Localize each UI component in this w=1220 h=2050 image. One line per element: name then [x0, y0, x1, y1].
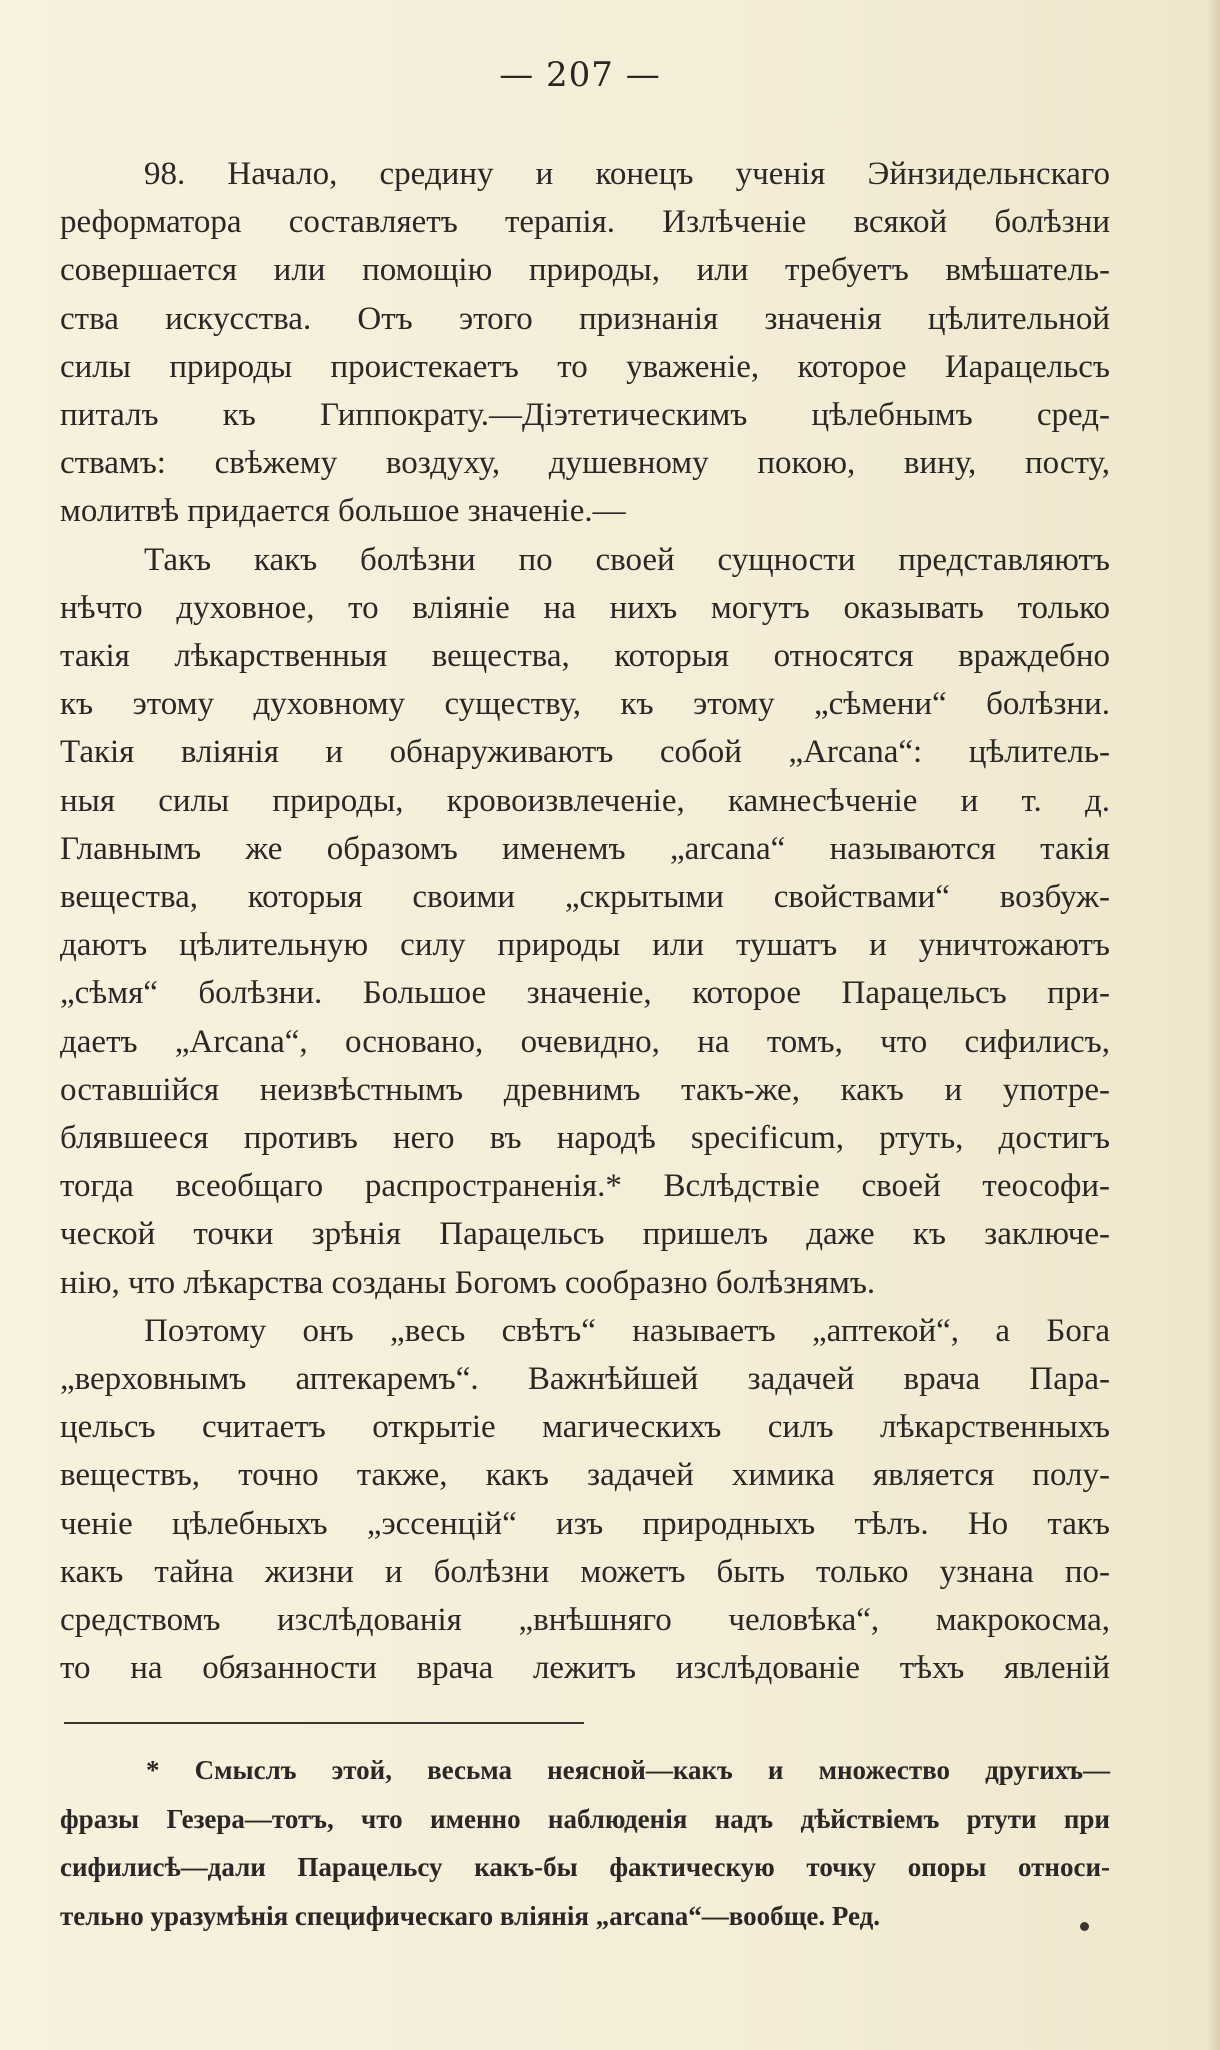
main-text	[60, 150, 1110, 1693]
page-edge-shadow	[1206, 0, 1220, 2050]
text-line: питалъ къ Гиппократу.—Діэтетическимъ цѣлебнымъ сред-	[60, 397, 1110, 434]
text-line: даетъ „Arcana“, основано, очевидно, на томъ, что сифилисъ,	[60, 1023, 1110, 1060]
text-line: Поэтому онъ „весь свѣтъ“ называетъ „аптекой“, а Бога	[144, 1312, 1110, 1349]
text-line: ствамъ: свѣжему воздуху, душевному покою, вину, посту,	[60, 445, 1110, 482]
page-number: — 207 —	[499, 55, 661, 95]
text-line: даютъ цѣлительную силу природы или тушатъ и уничтожаютъ	[60, 927, 1110, 964]
text-line: 98. Начало, средину и конецъ ученія Эйнзидельнскаго	[144, 156, 1110, 192]
footnote-line: сифилисѣ—дали Парацельсу какъ-бы фактическую точку опоры относи-	[60, 1852, 1110, 1882]
text-line: вещества, которыя своими „скрытыми свойствами“ возбуж-	[60, 879, 1110, 916]
text-line: „сѣмя“ болѣзни. Большое значеніе, которое Парацельсъ при-	[60, 975, 1110, 1012]
text-line: такія лѣкарственныя вещества, которыя относятся враждебно	[60, 638, 1110, 675]
text-line: Главнымъ же образомъ именемъ „arcana“ называются такія	[60, 830, 1110, 867]
text-line: тогда всеобщаго распространенія.* Вслѣдствіе своей теософи-	[60, 1168, 1110, 1205]
text-line: какъ тайна жизни и болѣзни можетъ быть только узнана по-	[60, 1553, 1110, 1590]
text-line: ческой точки зрѣнія Парацельсъ пришелъ даже къ заключе-	[60, 1216, 1110, 1253]
text-line: цельсъ считаетъ открытіе магическихъ силъ лѣкарственныхъ	[60, 1409, 1110, 1446]
text-line: оставшійся неизвѣстнымъ древнимъ такъ-же, какъ и употре-	[60, 1071, 1110, 1108]
footnote	[60, 1746, 1110, 1940]
text-line: совершается или помощію природы, или требуетъ вмѣшатель-	[60, 252, 1110, 289]
ink-speck	[1080, 1922, 1089, 1931]
text-line: веществъ, точно также, какъ задачей химика является полу-	[60, 1457, 1110, 1494]
text-line: къ этому духовному существу, къ этому „сѣмени“ болѣзни.	[60, 686, 1110, 723]
text-line: реформатора составляетъ терапія. Излѣченіе всякой болѣзни	[60, 204, 1110, 241]
footnote-line: фразы Гезера—тотъ, что именно наблюденія надъ дѣйствіемъ ртути при	[60, 1803, 1110, 1834]
text-line: средствомъ изслѣдованія „внѣшняго человѣка“, макрокосма,	[60, 1602, 1110, 1639]
footnote-line: тельно уразумѣнія специфическаго вліянія „arcana“—вообще. Ред.	[60, 1900, 881, 1931]
text-line: „верховнымъ аптекаремъ“. Важнѣйшей задачей врача Пара-	[60, 1361, 1110, 1398]
text-line: ства искусства. Отъ этого признанія значенія цѣлительной	[60, 300, 1110, 337]
text-line: ченіе цѣлебныхъ „эссенцій“ изъ природныхъ тѣлъ. Но такъ	[60, 1505, 1110, 1542]
text-line: нію, что лѣкарства созданы Богомъ сообразно болѣзнямъ.	[60, 1264, 876, 1301]
text-line: блявшееся противъ него въ народѣ specificum, ртуть, достигъ	[60, 1120, 1110, 1157]
footnote-divider	[64, 1722, 584, 1724]
text-line: силы природы проистекаетъ то уваженіе, которое Иарацельсъ	[60, 348, 1110, 385]
text-line: ныя силы природы, кровоизвлеченіе, камнесѣченіе и т. д.	[60, 782, 1110, 819]
text-line: Такъ какъ болѣзни по своей сущности представляютъ	[144, 541, 1110, 578]
footnote-line: * Смыслъ этой, весьма неясной—какъ и множество другихъ—	[146, 1755, 1110, 1785]
text-line: то на обязанности врача лежитъ изслѣдованіе тѣхъ явленій	[60, 1650, 1110, 1687]
text-line: молитвѣ придается большое значеніе.—	[60, 493, 626, 530]
text-line: нѣчто духовное, то вліяніе на нихъ могутъ оказывать только	[60, 589, 1110, 626]
text-line: Такія вліянія и обнаруживаютъ собой „Arcana“: цѣлитель-	[60, 734, 1110, 771]
